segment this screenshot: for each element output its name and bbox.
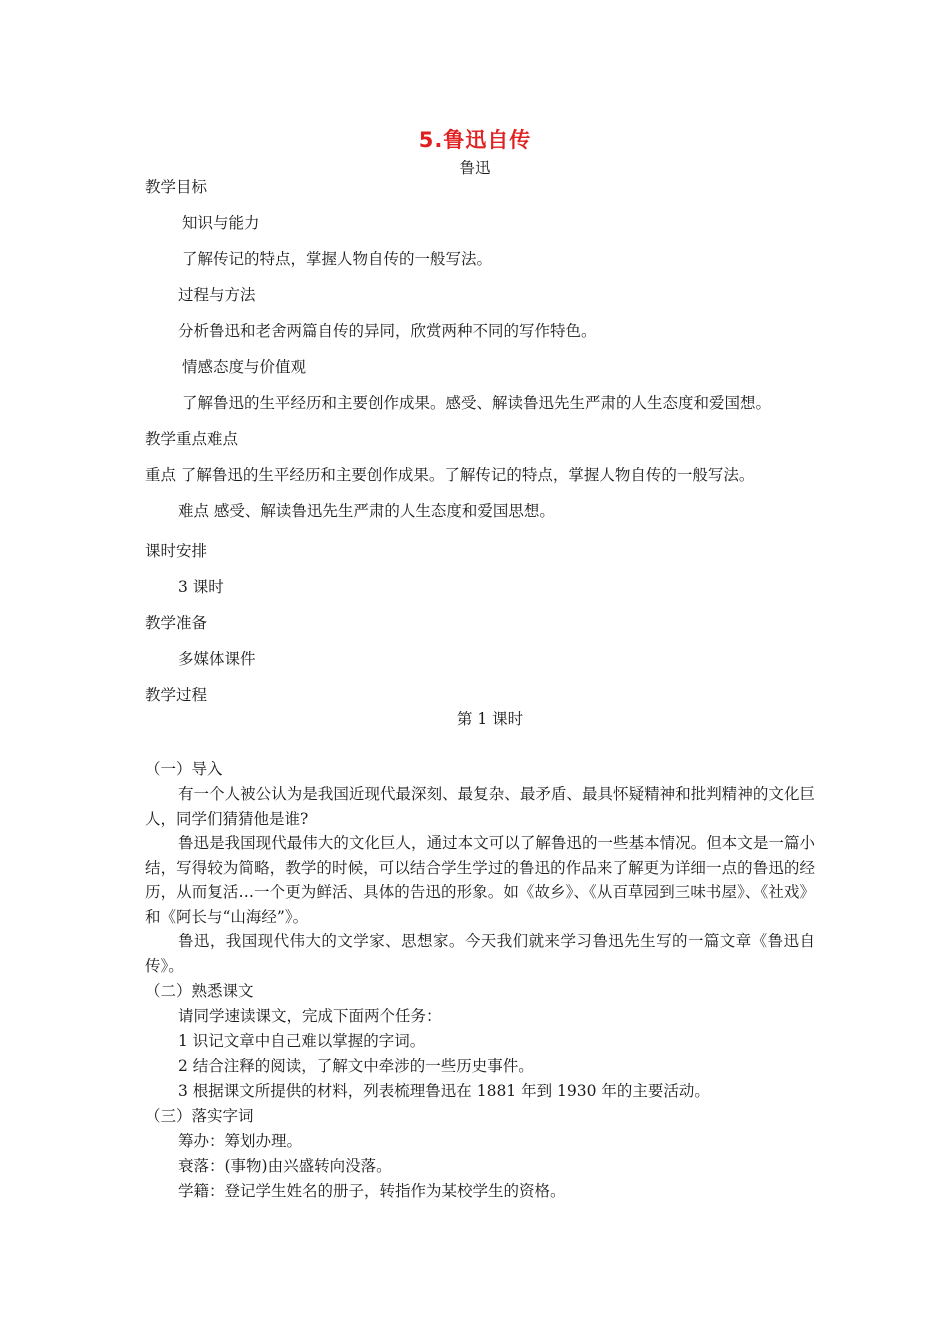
objectives-heading: 教学目标 <box>145 178 208 196</box>
vocab-item-3: 学籍：登记学生姓名的册子，转指作为某校学生的资格。 <box>178 1182 566 1200</box>
preparation-text: 多媒体课件 <box>178 650 256 668</box>
intro-paragraph-1: 有一个人被公认为是我国近现代最深刻、最复杂、最矛盾、最具怀疑精神和批判精神的文化巨人，同学们猜猜他是谁? <box>145 785 815 828</box>
knowledge-text: 了解传记的特点，掌握人物自传的一般写法。 <box>182 250 493 268</box>
schedule-text: 3 课时 <box>178 578 224 596</box>
author-name: 鲁迅 <box>459 159 491 177</box>
knowledge-heading: 知识与能力 <box>182 214 260 232</box>
emotion-heading: 情感态度与价值观 <box>182 358 307 376</box>
lesson-label: 第 1 课时 <box>456 710 524 728</box>
task-item-2: 2 结合注释的阅读，了解文中牵涉的一些历史事件。 <box>178 1057 534 1075</box>
emotion-text: 了解鲁迅的生平经历和主要创作成果。感受、解读鲁迅先生严肃的人生态度和爱国想。 <box>182 394 772 412</box>
process-heading: 教学过程 <box>145 686 208 704</box>
document-title: 5.鲁迅自传 <box>418 128 532 152</box>
preparation-heading: 教学准备 <box>145 614 208 632</box>
process-method-heading: 过程与方法 <box>178 286 256 304</box>
section-familiarize-heading: （二）熟悉课文 <box>145 982 254 1000</box>
task-item-3: 3 根据课文所提供的材料，列表梳理鲁迅在 1881 年到 1930 年的主要活动。 <box>178 1082 710 1100</box>
key-points-heading: 教学重点难点 <box>145 430 239 448</box>
difficulty-text: 难点 感受、解读鲁迅先生严肃的人生态度和爱国思想。 <box>178 502 555 520</box>
vocab-item-2: 衰落：(事物)由兴盛转向没落。 <box>178 1157 392 1175</box>
section-intro-heading: （一）导入 <box>145 760 223 778</box>
intro-paragraph-2: 鲁迅是我国现代最伟大的文化巨人，通过本文可以了解鲁迅的一些基本情况。但本文是一篇小结，写得较为简略，教学的时候，可以结合学生学过的鲁迅的作品来了解更为详细一点的鲁迅的经历，从而复活…一个更为鲜活、具体的告迅的形象。如《故乡》、《从百草园到三味书屋》、《社戏》和《阿长与“山海经”》。 <box>145 834 815 926</box>
familiarize-intro: 请同学速读课文，完成下面两个任务： <box>178 1007 442 1025</box>
key-point-text: 重点 了解鲁迅的生平经历和主要创作成果。了解传记的特点，掌握人物自传的一般写法。 <box>145 466 755 484</box>
process-method-text: 分析鲁迅和老舍两篇自传的异同，欣赏两种不同的写作特色。 <box>178 322 597 340</box>
schedule-heading: 课时安排 <box>145 542 208 560</box>
vocab-item-1: 筹办：筹划办理。 <box>178 1132 303 1150</box>
task-item-1: 1 识记文章中自己难以掌握的字词。 <box>178 1032 426 1050</box>
section-vocabulary-heading: （三）落实字词 <box>145 1107 254 1125</box>
intro-paragraph-3: 鲁迅，我国现代伟大的文学家、思想家。今天我们就来学习鲁迅先生写的一篇文章《鲁迅自传》。 <box>145 932 815 975</box>
